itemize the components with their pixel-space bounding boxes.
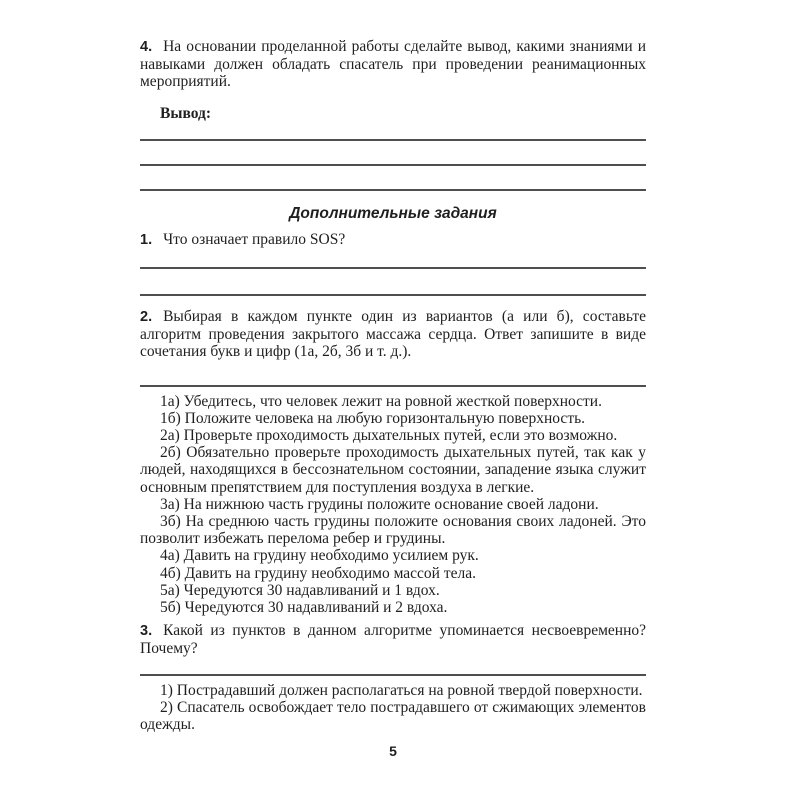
- algorithm-option: 4а) Давить на грудину необходимо усилием рук.: [160, 547, 479, 565]
- algorithm-option: 3а) На нижнюю часть грудины положите основание своей ладони.: [160, 495, 599, 513]
- task-3-number: 3.: [140, 623, 153, 640]
- task-2-text: Выбирая в каждом пункте один из вариантов (а или б), составьте алгоритм проведения закрытого массажа сердца. Ответ запишите в виде сочетания букв и цифр (1а, 2б, 3б и т. д.).: [140, 308, 646, 361]
- section-heading: Дополнительные задания: [289, 204, 497, 222]
- answer-line: [140, 139, 646, 141]
- task-2-paragraph: [140, 308, 646, 361]
- task-1-text: Что означает правило SOS?: [163, 230, 346, 248]
- conclusion-answer-lines: [140, 139, 646, 191]
- algorithm-option: 2б) Обязательно проверьте проходимость дыхательных путей, так как у людей, находящихся в бессознательном состоянии, западение языка служит основным препятствием для поступления воздуха в легкие.: [140, 444, 646, 496]
- final-step: 2) Спасатель освобождает тело пострадавшего от сжимающих элементов одежды.: [140, 698, 646, 734]
- task-3-text: Какой из пунктов в данном алгоритме упоминается несвоевременно? Почему?: [140, 622, 646, 658]
- task-1-answer-lines: [140, 267, 646, 296]
- task-4-paragraph: [140, 38, 646, 91]
- task-1-paragraph: [140, 231, 646, 249]
- answer-line: [140, 189, 646, 191]
- answer-line: [140, 294, 646, 296]
- task-2-number: 2.: [140, 309, 153, 326]
- final-step: 1) Пострадавший должен располагаться на ровной твердой поверхности.: [160, 681, 643, 699]
- answer-line: [140, 385, 646, 387]
- algorithm-option: 5а) Чередуются 30 надавливаний и 1 вдох.: [160, 581, 440, 599]
- task-4-text: На основании проделанной работы сделайте вывод, какими знаниями и навыками должен обладать спасатель при проведении реанимационных мероприятий.: [140, 38, 646, 91]
- task-1-number: 1.: [140, 231, 153, 248]
- algorithm-option: 4б) Давить на грудину необходимо массой тела.: [160, 564, 476, 582]
- page-content: [140, 38, 646, 760]
- algorithm-option: 5б) Чередуются 30 надавливаний и 2 вдоха.: [160, 599, 448, 617]
- answer-line: [140, 267, 646, 269]
- algorithm-option: 2а) Проверьте проходимость дыхательных путей, если это возможно.: [160, 427, 618, 445]
- answer-line: [140, 674, 646, 676]
- algorithm-options-list: [140, 393, 646, 617]
- answer-line: [140, 164, 646, 166]
- algorithm-option: 1а) Убедитесь, что человек лежит на ровной жесткой поверхности.: [160, 392, 602, 410]
- task-3-answer-lines: [140, 674, 646, 676]
- conclusion-label: Вывод:: [160, 104, 212, 122]
- task-3-paragraph: [140, 622, 646, 657]
- page-number: 5: [389, 743, 397, 760]
- algorithm-option: 3б) На среднюю часть грудины положите основания своих ладоней. Это позволит избежать перелома ребер и грудины.: [140, 513, 646, 548]
- final-steps-list: [140, 682, 646, 734]
- task-4-number: 4.: [140, 39, 153, 55]
- algorithm-option: 1б) Положите человека на любую горизонтальную поверхность.: [160, 409, 586, 427]
- task-2-answer-lines: [140, 385, 646, 387]
